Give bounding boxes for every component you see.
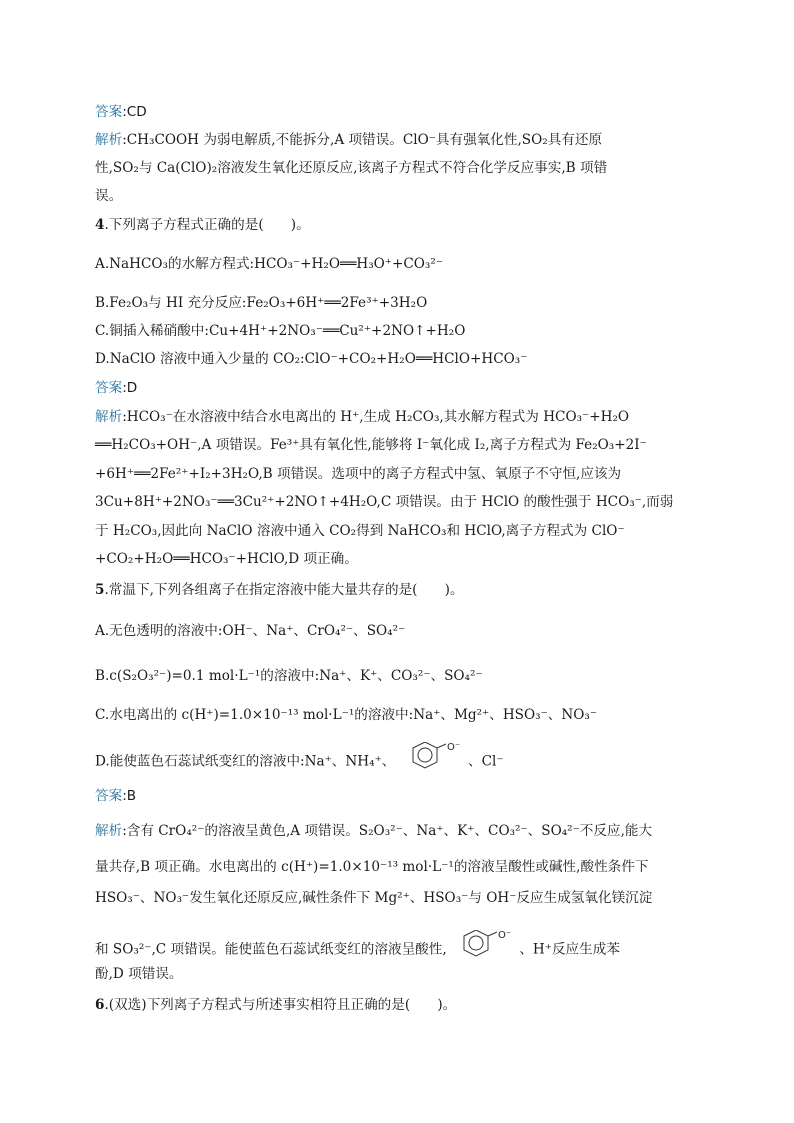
analysis-line — [95, 408, 629, 426]
analysis-line: 酚,D 项错误。 — [95, 966, 183, 982]
question-number: 6 — [95, 997, 105, 1013]
question-number: 5 — [95, 582, 105, 598]
analysis-line: 3Cu+8H⁺+2NO₃⁻══3Cu²⁺+2NO↑+4H₂O,C 项错误。由于 HClO 的酸性强于 HCO₃⁻,而弱 — [95, 494, 674, 510]
option-d — [95, 742, 504, 782]
analysis-line: 于 H₂CO₃,因此向 NaClO 溶液中通入 CO₂得到 NaHCO₃和 HClO,离子方程式为 ClO⁻ — [95, 523, 625, 539]
answer-label: 答案 — [95, 380, 123, 396]
answer-line-q3 — [95, 103, 147, 121]
analysis-line — [95, 131, 602, 149]
analysis-line — [95, 822, 652, 840]
analysis-line: +6H⁺══2Fe²⁺+I₂+3H₂O,B 项错误。选项中的离子方程式中氢、氧原子不守恒,应该为 — [95, 466, 622, 482]
option-d: D.NaClO 溶液中通入少量的 CO₂:ClO⁻+CO₂+H₂O══HClO+HCO₃⁻ — [95, 351, 528, 367]
analysis-line: +CO₂+H₂O══HCO₃⁻+HClO,D 项正确。 — [95, 551, 358, 567]
question-stem-text: .(双选)下列离子方程式与所述事实相符且正确的是( )。 — [104, 997, 457, 1013]
option-c: C.铜插入稀硝酸中:Cu+4H⁺+2NO₃⁻══Cu²⁺+2NO↑+H₂O — [95, 323, 466, 339]
analysis-line: ══H₂CO₃+OH⁻,A 项错误。Fe³⁺具有氧化性,能够将 I⁻氧化成 I₂,离子方程式为 Fe₂O₃+2I⁻ — [95, 437, 647, 453]
phenoxide-charge-label: O⁻ — [446, 742, 460, 753]
analysis-text: 、H⁺反应生成苯 — [519, 941, 620, 958]
question-stem-q4 — [95, 216, 310, 234]
analysis-label: 解析 — [95, 823, 123, 839]
answer-value: :B — [122, 788, 137, 804]
option-a: A.NaHCO₃的水解方程式:HCO₃⁻+H₂O══H₃O⁺+CO₃²⁻ — [95, 256, 443, 272]
analysis-label: 解析 — [95, 409, 123, 425]
question-stem-q5 — [95, 581, 464, 599]
question-number: 4 — [95, 217, 105, 233]
phenoxide-structure-icon — [451, 930, 515, 970]
analysis-line: HSO₃⁻、NO₃⁻发生氧化还原反应,碱性条件下 Mg²⁺、HSO₃⁻与 OH⁻反应生成氢氧化镁沉淀 — [95, 890, 653, 906]
question-stem-text: .下列离子方程式正确的是( )。 — [104, 217, 310, 233]
option-d-tail: 、Cl⁻ — [468, 753, 504, 770]
analysis-text: :HCO₃⁻在水溶液中结合水电离出的 H⁺,生成 H₂CO₃,其水解方程式为 HCO₃⁻+H₂O — [122, 409, 630, 425]
answer-label: 答案 — [95, 788, 123, 804]
analysis-line: 量共存,B 项正确。水电离出的 c(H⁺)=1.0×10⁻¹³ mol·L⁻¹的溶液呈酸性或碱性,酸性条件下 — [95, 859, 649, 875]
analysis-text: :CH₃COOH 为弱电解质,不能拆分,A 项错误。ClO⁻具有强氧化性,SO₂具有还原 — [122, 132, 603, 148]
option-b: B.c(S₂O₃²⁻)=0.1 mol·L⁻¹的溶液中:Na⁺、K⁺、CO₃²⁻、SO₄²⁻ — [95, 668, 483, 684]
answer-label: 答案 — [95, 104, 123, 120]
option-b: B.Fe₂O₃与 HI 充分反应:Fe₂O₃+6H⁺══2Fe³⁺+3H₂O — [95, 295, 428, 311]
answer-line-q4 — [95, 379, 137, 397]
question-stem-text: .常温下,下列各组离子在指定溶液中能大量共存的是( )。 — [104, 582, 464, 598]
question-stem-q6 — [95, 996, 456, 1014]
answer-value: :CD — [122, 104, 147, 120]
option-d-text: D.能使蓝色石蕊试纸变红的溶液中:Na⁺、NH₄⁺、 — [95, 753, 396, 770]
option-c: C.水电离出的 c(H⁺)=1.0×10⁻¹³ mol·L⁻¹的溶液中:Na⁺、Mg²⁺、HSO₃⁻、NO₃⁻ — [95, 707, 598, 723]
answer-line-q5 — [95, 787, 136, 805]
phenoxide-structure-icon — [400, 742, 464, 782]
answer-value: :D — [122, 380, 138, 396]
analysis-line: 性,SO₂与 Ca(ClO)₂溶液发生氧化还原反应,该离子方程式不符合化学反应事实,B 项错 — [95, 160, 608, 176]
analysis-text: 和 SO₃²⁻,C 项错误。能使蓝色石蕊试纸变红的溶液呈酸性, — [95, 941, 447, 958]
analysis-label: 解析 — [95, 132, 123, 148]
phenoxide-charge-label: O⁻ — [498, 930, 512, 941]
option-a: A.无色透明的溶液中:OH⁻、Na⁺、CrO₄²⁻、SO₄²⁻ — [95, 623, 406, 639]
analysis-text: :含有 CrO₄²⁻的溶液呈黄色,A 项错误。S₂O₃²⁻、Na⁺、K⁺、CO₃²⁻、SO₄²⁻不反应,能大 — [122, 823, 653, 839]
analysis-line: 误。 — [95, 188, 123, 204]
analysis-line — [95, 930, 620, 970]
